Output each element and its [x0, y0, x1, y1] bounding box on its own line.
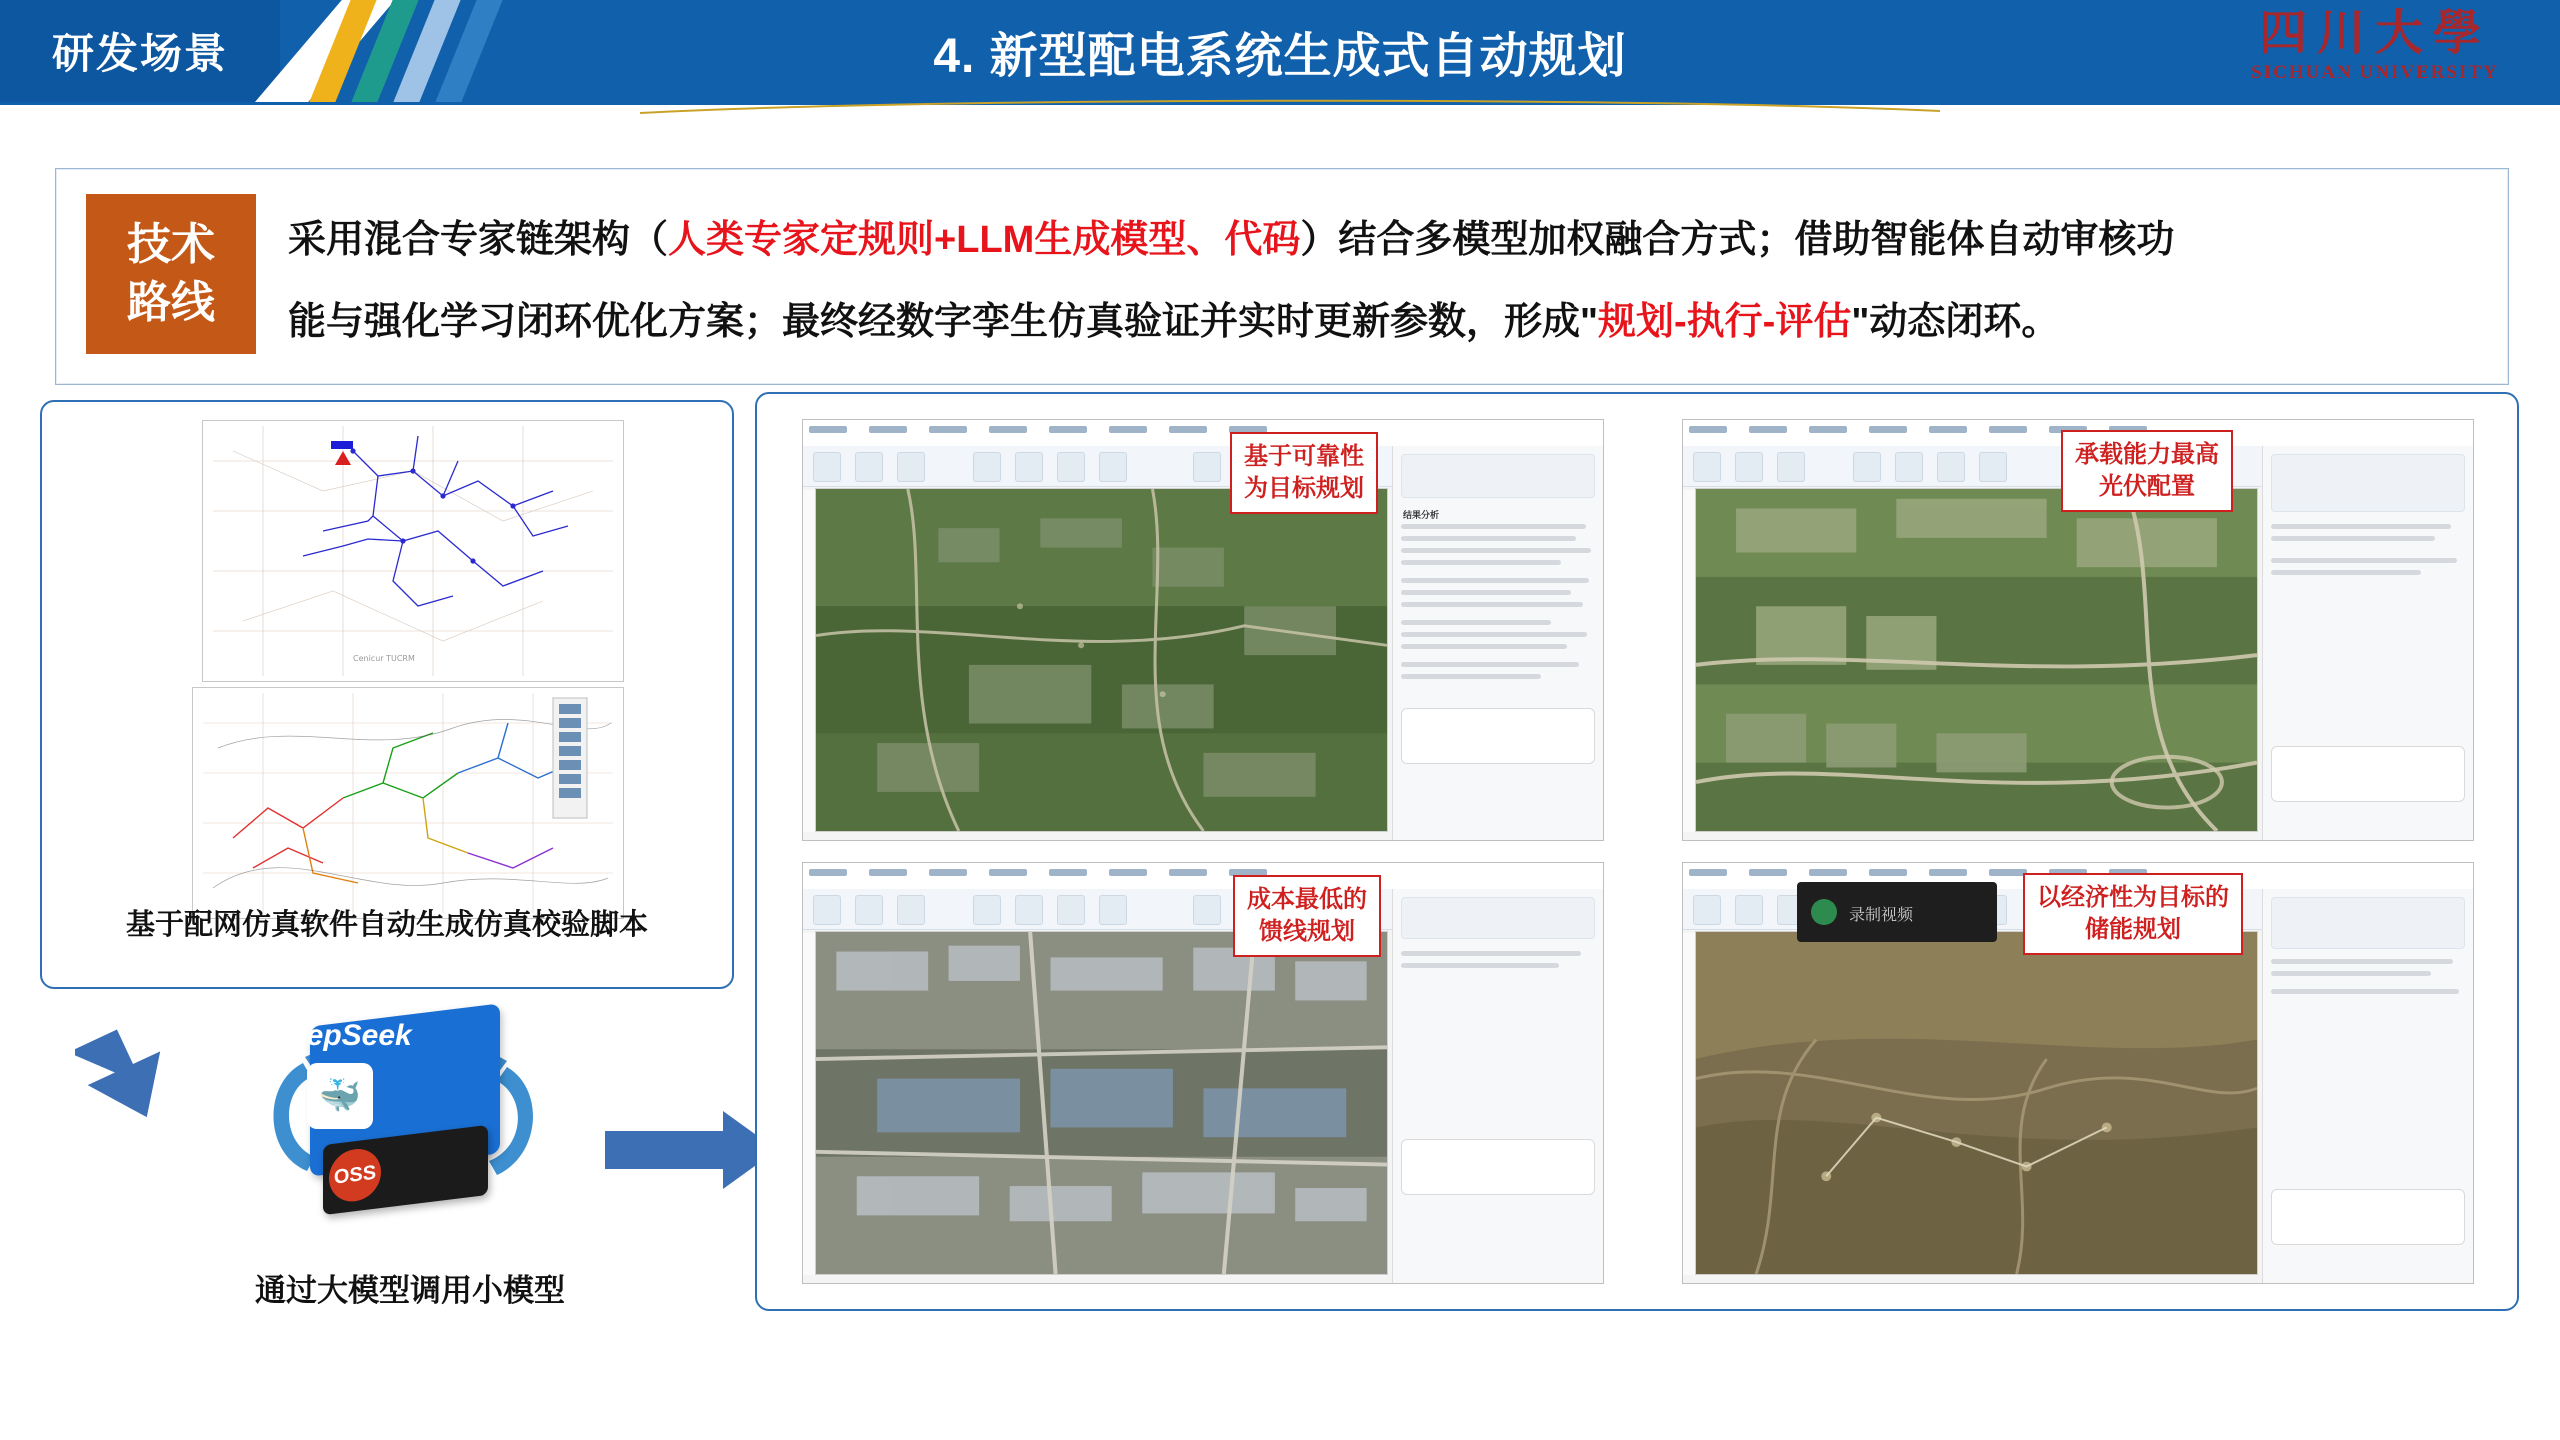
satellite-map-4-svg	[1696, 932, 2257, 1274]
app-menubar-1[interactable]	[803, 420, 1603, 447]
chat-pane-1[interactable]	[1392, 446, 1603, 840]
tech-route-text	[288, 199, 2468, 363]
callout-storage-line1: 以经济性为目标的	[2037, 884, 2229, 911]
tech-route-line-1	[288, 199, 2468, 281]
app-side-rail-4[interactable]	[1683, 933, 1695, 1275]
app-menubar-3[interactable]	[803, 863, 1603, 890]
tech-route-l1-c: ）结合多模型加权融合方式；借助智能体自动审核功	[1300, 219, 2175, 261]
callout-pv-line1: 承载能力最高	[2075, 441, 2219, 468]
callout-feeder	[1233, 875, 1381, 957]
whale-icon: 🐳	[307, 1063, 373, 1129]
deepseek-title: DeepSeek	[268, 1019, 412, 1052]
chat-section-title-1: 结果分析	[1403, 510, 1440, 520]
app-side-rail-2[interactable]	[1683, 490, 1695, 832]
callout-storage	[2023, 873, 2243, 955]
callout-storage-line2: 储能规划	[2085, 916, 2181, 943]
tech-route-box	[55, 168, 2509, 385]
tech-route-l2-red: 规划-执行-评估	[1598, 301, 1852, 343]
app-menu-items-3[interactable]	[809, 869, 1267, 876]
page-title-text: 4. 新型配电系统生成式自动规划	[933, 29, 1627, 83]
university-logo-en: SICHUAN UNIVERSITY	[2251, 62, 2499, 83]
arrow-right-icon	[605, 1105, 780, 1195]
deepseek-illustration	[245, 1005, 575, 1230]
tech-route-line-2	[288, 281, 2468, 363]
header-curve-decoration	[640, 95, 1940, 117]
play-icon[interactable]	[1811, 899, 1837, 925]
oss-badge: OSS	[329, 1146, 381, 1204]
screenshot-feeder-cost[interactable]	[802, 862, 1604, 1284]
chat-input-4[interactable]	[2271, 1189, 2465, 1245]
header-scene-tag	[0, 0, 280, 102]
chat-pane-4[interactable]	[2262, 889, 2473, 1283]
callout-reliability-line1: 基于可靠性	[1244, 443, 1364, 470]
university-logo	[2210, 6, 2540, 102]
callout-reliability-line2: 为目标规划	[1244, 475, 1364, 502]
satellite-map-2[interactable]	[1695, 488, 2258, 832]
tech-route-l2-b: "动态闭环。	[1851, 301, 2060, 343]
screenshot-reliability-planning[interactable]	[802, 419, 1604, 841]
satellite-map-3[interactable]	[815, 931, 1388, 1275]
satellite-map-4[interactable]	[1695, 931, 2258, 1275]
university-logo-cn: 四川大學	[2258, 7, 2491, 60]
callout-reliability	[1230, 432, 1378, 514]
chat-pane-3[interactable]	[1392, 889, 1603, 1283]
app-menu-items-1[interactable]	[809, 426, 1267, 433]
left-bottom-caption: 通过大模型调用小模型	[255, 1273, 565, 1308]
network-maps-stack	[42, 402, 732, 902]
header-scene-tag-label: 研发场景	[51, 30, 228, 77]
left-panel	[40, 400, 734, 989]
callout-feeder-line1: 成本最低的	[1247, 886, 1367, 913]
network-map-bottom-svg	[193, 688, 623, 918]
tech-route-l2-a: 能与强化学习闭环优化方案；最终经数字孪生仿真验证并实时更新参数，形成"	[288, 301, 1599, 343]
header-stripes	[330, 0, 760, 102]
arrow-down-right-icon	[75, 1018, 205, 1128]
right-panel	[755, 392, 2519, 1311]
tech-route-l1-a: 采用混合专家链架构（	[288, 219, 669, 261]
distribution-network-map-top	[202, 420, 624, 682]
distribution-network-map-bottom	[192, 687, 624, 919]
callout-feeder-line2: 馈线规划	[1259, 918, 1355, 945]
chat-input-2[interactable]	[2271, 746, 2465, 802]
slide-header	[0, 0, 2560, 118]
tech-route-l1-red2: LLM生成模型、代码	[956, 219, 1301, 261]
tech-route-label-line2: 路线	[127, 278, 215, 327]
screenshot-pv-capacity[interactable]	[1682, 419, 2474, 841]
recording-video-label: 录制视频	[1849, 907, 1914, 924]
satellite-map-2-svg	[1696, 489, 2257, 831]
svg-text:Cenicur TUCRM: Cenicur TUCRM	[353, 654, 415, 663]
tech-route-l1-red1: 人类专家定规则	[668, 219, 935, 261]
chat-pane-2[interactable]	[2262, 446, 2473, 840]
left-panel-caption: 基于配网仿真软件自动生成仿真校验脚本	[125, 909, 648, 941]
satellite-map-3-svg	[816, 932, 1387, 1274]
app-side-rail-3[interactable]	[803, 933, 815, 1275]
tech-route-label	[86, 194, 256, 354]
recording-video-chip[interactable]	[1797, 882, 1997, 942]
chat-input-1[interactable]	[1401, 708, 1595, 764]
satellite-map-1[interactable]	[815, 488, 1388, 832]
app-side-rail-1[interactable]	[803, 490, 815, 832]
tech-route-l1-plus: +	[934, 219, 957, 261]
network-map-top-svg	[203, 421, 623, 681]
callout-pv	[2061, 430, 2233, 512]
tech-route-label-line1: 技术	[127, 220, 215, 269]
callout-pv-line2: 光伏配置	[2099, 473, 2195, 500]
chat-input-3[interactable]	[1401, 1139, 1595, 1195]
satellite-map-1-svg	[816, 489, 1387, 831]
